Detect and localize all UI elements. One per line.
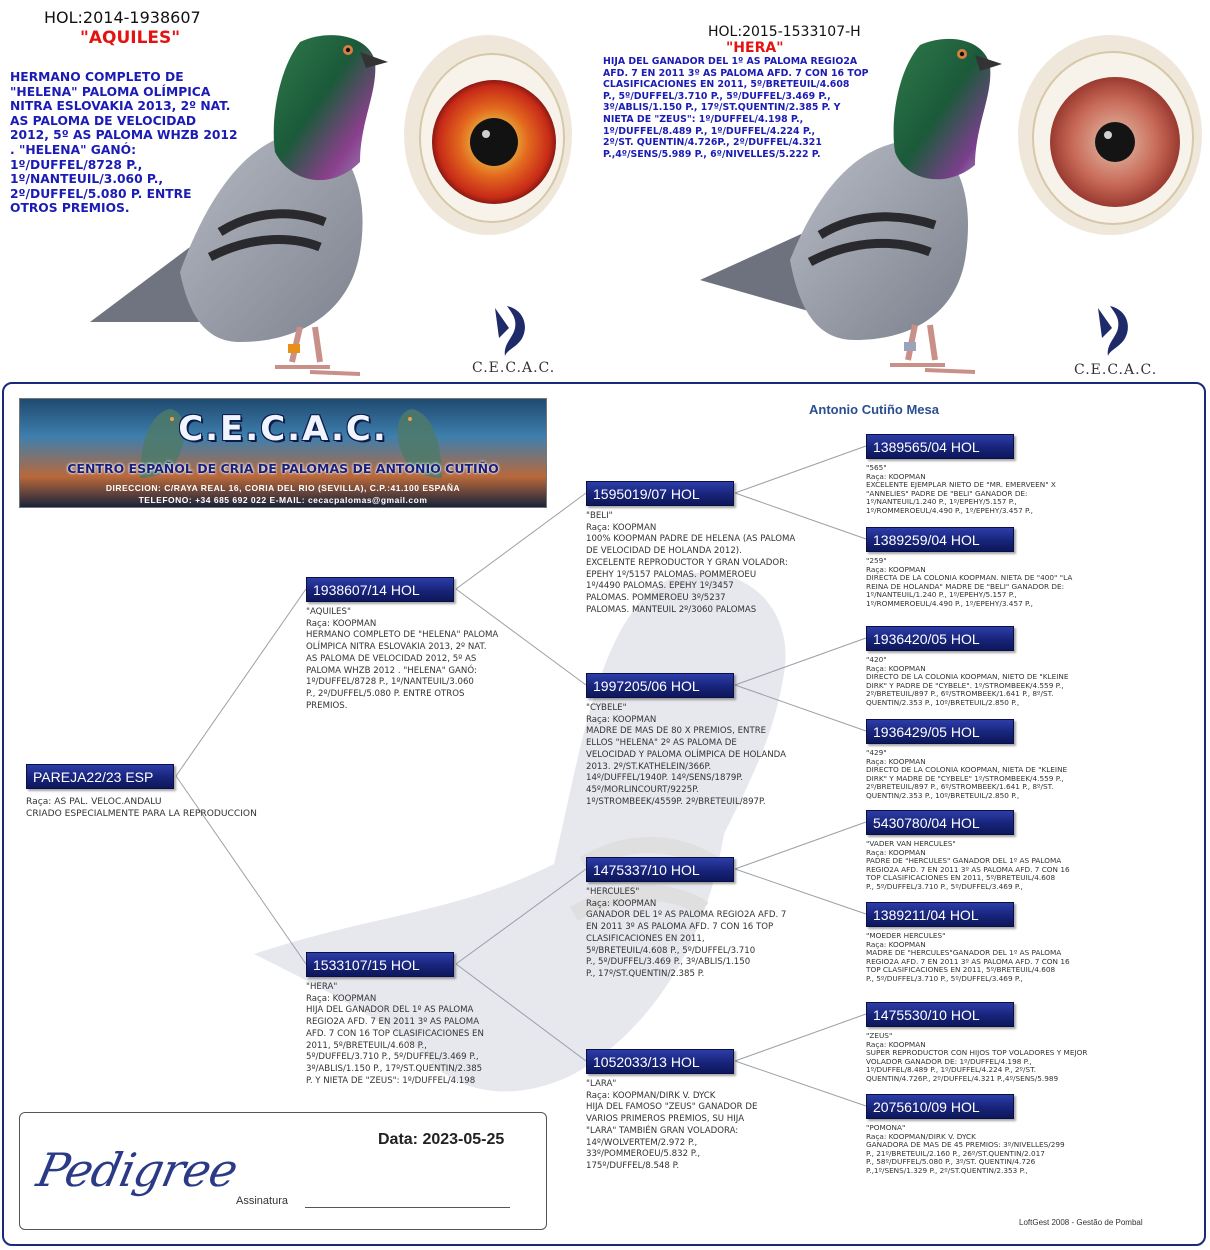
left-description: HERMANO COMPLETO DE "HELENA" PALOMA OLÍMPICA NITRA ESLOVAKIA 2013, 2º NAT. AS PALOMA DE VELOCIDAD 2012, 5º AS PALOMA WHZB 2012 . "HELENA" GANÓ: 1º/DUFFEL/8728 P., 1º/NANTEUIL/3.060 P., 2º/DUFFEL/5.080 P. ENTRE OTROS PREMIOS. (10, 70, 238, 216)
signature-line[interactable] (305, 1207, 510, 1208)
sire-info: "AQUILES" Raça: KOOPMAN HERMANO COMPLETO DE "HELENA" PALOMA OLÍMPICA NITRA ESLOVAKIA 2013, 2º NAT. AS PALOMA DE VELOCIDAD 2012, 5º AS PALOMA WHZB 2012 . "HELENA" GANÓ: 1º/DUFFEL/8728 P., 1º/NANTEUIL/3.060 P., 2º/DUFFEL/5.080 P. ENTRE OTROS PREMIOS. (306, 607, 499, 711)
right-description: HIJA DEL GANADOR DEL 1º AS PALOMA REGIO2A AFD. 7 EN 2011 3º AS PALOMA AFD. 7 CON 16 TOP CLASIFICACIONES EN 2011, 5º/BRETEUIL/4.608 P., 5º/DUFFEL/3.710 P., 5º/DUFFEL/3.469 P., 3º/ABLIS/1.150 P., 17º/ST.QUENTIN/2.385 P. Y NIETA DE "ZEUS": 1º/DUFFEL/4.198 P., 1º/DUFFEL/8.489 P., 1º/DUFFEL/4.224 P., 2º/ST. QUENTIN/4.726P., 2º/DUFFEL/4.321 P.,4º/SENS/5.989 P., 6º/NIVELLES/5.222 P. (603, 56, 869, 160)
right-logo-text: C.E.C.A.C. (1074, 362, 1158, 378)
ggp-6-ring-box[interactable]: 1389211/04 HOL (866, 902, 1014, 927)
subject-ring-box[interactable]: PAREJA22/23 ESP (26, 764, 174, 789)
left-logo-text: C.E.C.A.C. (472, 360, 556, 376)
left-eye-photo (400, 30, 575, 240)
sire-ring-box[interactable]: 1938607/14 HOL (306, 577, 454, 602)
grandsire-dam-info: "HERCULES" Raça: KOOPMAN GANADOR DEL 1º AS PALOMA REGIO2A AFD. 7 EN 2011 3º AS PALOMA AFD. 7 CON 16 TOP CLASIFICACIONES EN 2011, 5º/BRETEUIL/4.608 P., 5º/DUFFEL/3.710 P., 5º/DUFFEL/3.469 P., 3º/ABLIS/1.150 P., 17º/ST.QUENTIN/2.385 P. (586, 887, 787, 979)
ggp-5-info: "VADER VAN HERCULES" Raça: KOOPMAN PADRE DE "HERCULES" GANADOR DEL 1º AS PALOMA REGIO2A AFD. 7 EN 2011 3º AS PALOMA AFD. 7 CON 16 TOP CLASIFICACIONES EN 2011, 5º/BRETEUIL/4.608 P., 5º/DUFFEL/3.710 P., 5º/DUFFEL/3.469 P., (866, 839, 1070, 891)
ggp-2-ring-box[interactable]: 1389259/04 HOL (866, 527, 1014, 552)
granddam-dam-ring-box[interactable]: 1052033/13 HOL (586, 1049, 734, 1074)
ggp-2-info: "259" Raça: KOOPMAN DIRECTA DE LA COLONIA KOOPMAN. NIETA DE "400" "LA REINA DE HOLANDA" MADRE DE "BELI" GANADOR DE: 1º/NANTEUIL/1.240 P., 1º/EPEHY/5.157 P., 1º/ROMMEROEUL/4.490 P., 1º/EPEHY/3.457 P., (866, 556, 1073, 608)
ggp-3-info: "420" Raça: KOOPMAN DIRECTO DE LA COLONIA KOOPMAN, NIETO DE "KLEINE DIRK" Y PADRE DE "CYBELE". 1º/STROMBEEK/4.559 P., 2º/BRETEUIL/897 P., 6º/STROMBEEK/1.641 P., 8º/ST. QUENTIN/2.353 P., 10º/BRETEUIL/2.850 P., (866, 655, 1069, 707)
owner-name: Antonio Cutiño Mesa (809, 402, 939, 417)
banner-subtitle: CENTRO ESPAÑOL DE CRIA DE PALOMAS DE ANTONIO CUTIÑO (67, 461, 499, 476)
banner-contact: TELEFONO: +34 685 692 022 E-MAIL: cecacpalomas@gmail.com (138, 495, 428, 505)
ggp-8-ring-box[interactable]: 2075610/09 HOL (866, 1094, 1014, 1119)
pedigree-brand-logo: Pedigree (32, 1143, 242, 1197)
granddam-sire-ring-box[interactable]: 1997205/06 HOL (586, 673, 734, 698)
ggp-8-info: "POMONA" Raça: KOOPMAN/DIRK V. DYCK GANADORA DE MAS DE 45 PREMIOS: 3º/NIVELLES/299 P., 21º/BRETEUIL/2.160 P., 26º/ST.QUENTIN/2.017 P., 58º/DUFFEL/5.080 P., 3º/ST. QUENTIN/4.726 P.,1º/SENS/1.329 P., 2º/ST.QUENTIN/2.353 P., (866, 1123, 1065, 1175)
dam-ring-box[interactable]: 1533107/15 HOL (306, 952, 454, 977)
granddam-sire-info: "CYBELE" Raça: KOOPMAN MADRE DE MAS DE 80 X PREMIOS, ENTRE ELLOS "HELENA" 2º AS PALOMA DE VELOCIDAD Y PALOMA OLÍMPICA DE HOLANDA 2013. 2º/ST.KATHELEIN/366P. 14º/DUFFEL/1940P. 14º/SENS/1879P. 45º/MORLINCOURT/9225P. 1º/STROMBEEK/4559P. 2º/BRETEUIL/897P. (586, 703, 787, 807)
grandsire-sire-ring-box[interactable]: 1595019/07 HOL (586, 481, 734, 506)
right-ring-number: HOL:2015-1533107-H (708, 24, 861, 40)
left-pigeon-name: "AQUILES" (80, 28, 181, 48)
ggp-6-info: "MOEDER HERCULES" Raça: KOOPMAN MADRE DE "HERCULES"GANADOR DEL 1º AS PALOMA REGIO2A AFD. 7 EN 2011 3º AS PALOMA AFD. 7 CON 16 TOP CLASIFICACIONES EN 2011, 5º/BRETEUIL/4.608 P., 5º/DUFFEL/3.710 P., 5º/DUFFEL/3.469 P., (866, 931, 1070, 983)
dam-info: "HERA" Raça: KOOPMAN HIJA DEL GANADOR DEL 1º AS PALOMA REGIO2A AFD. 7 EN 2011 3º AS PALOMA AFD. 7 CON 16 TOP CLASIFICACIONES EN 2011, 5º/BRETEUIL/4.608 P., 5º/DUFFEL/3.710 P., 5º/DUFFEL/3.469 P., 3º/ABLIS/1.150 P., 17º/ST.QUENTIN/2.385 P. Y NIETA DE "ZEUS": 1º/DUFFEL/4.198 (306, 982, 484, 1086)
left-cecac-logo (485, 298, 535, 358)
ggp-3-ring-box[interactable]: 1936420/05 HOL (866, 626, 1014, 651)
pedigree-sheet (2, 382, 1206, 1246)
ggp-7-info: "ZEUS" Raça: KOOPMAN SUPER REPRODUCTOR CON HIJOS TOP VOLADORES Y MEJOR VOLADOR GANADOR DE: 1º/DUFFEL/4.198 P., 1º/DUFFEL/8.489 P., 1º/DUFFEL/4.224 P., 2º/ST. QUENTIN/4.726P., 2º/DUFFEL/4.321 P.,4º/SENS/5.989 (866, 1031, 1088, 1083)
left-pigeon-photo (70, 22, 420, 377)
right-cecac-logo (1088, 298, 1138, 358)
date-label: Data: 2023-05-25 (378, 1131, 505, 1148)
signature-label: Assinatura (236, 1195, 288, 1207)
software-footer: LoftGest 2008 - Gestão de Pombal (1019, 1218, 1143, 1227)
banner-address: DIRECCION: C/RAYA REAL 16, CORIA DEL RIO (SEVILLA), C.P.:41.100 ESPAÑA (105, 483, 461, 493)
ggp-7-ring-box[interactable]: 1475530/10 HOL (866, 1002, 1014, 1027)
ggp-1-ring-box[interactable]: 1389565/04 HOL (866, 434, 1014, 459)
subject-info: Raça: AS PAL. VELOC.ANDALU CRIADO ESPECIALMENTE PARA LA REPRODUCCION (26, 797, 257, 819)
signature-box (19, 1112, 547, 1230)
right-pigeon-photo (690, 30, 1020, 380)
ggp-4-ring-box[interactable]: 1936429/05 HOL (866, 719, 1014, 744)
granddam-dam-info: "LARA" Raça: KOOPMAN/DIRK V. DYCK HIJA DEL FAMOSO "ZEUS" GANADOR DE VARIOS PRIMEROS PREMIOS, SU HIJA "LARA" TAMBIÉN GRAN VOLADORA: 14º/WOLVERTEM/2.972 P., 33º/POMMEROEU/5.832 P., 175º/DUFFEL/8.548 P. (586, 1079, 758, 1171)
grandsire-sire-info: "BELI" Raça: KOOPMAN 100% KOOPMAN PADRE DE HELENA (AS PALOMA DE VELOCIDAD DE HOLANDA 2012). EXCELENTE REPRODUCTOR Y GRAN VOLADOR: EPEHY 1º/5157 PALOMAS. POMMEROEU 1º/4490 PALOMAS. EPEHY 1º/3457 PALOMAS. POMMEROEU 3º/5237 PALOMAS. MANTEUIL 2º/3060 PALOMAS (586, 511, 796, 615)
ggp-1-info: "565" Raça: KOOPMAN EXCELENTE EJEMPLAR NIETO DE "MR. EMERVEEN" X "ANNELIES" PADRE DE "BELI" GANADOR DE: 1º/NANTEUIL/1.240 P., 1º/EPEHY/5.157 P., 1º/ROMMEROEUL/4.490 P., 1º/EPEHY/3.457 P., (866, 463, 1056, 515)
ggp-5-ring-box[interactable]: 5430780/04 HOL (866, 810, 1014, 835)
grandsire-dam-ring-box[interactable]: 1475337/10 HOL (586, 857, 734, 882)
banner-title: C.E.C.A.C. (178, 409, 388, 449)
right-eye-photo (1015, 30, 1205, 240)
right-pigeon-name: "HERA" (726, 40, 784, 56)
photo-header (0, 0, 1210, 382)
ggp-4-info: "429" Raça: KOOPMAN DIRECTO DE LA COLONIA KOOPMAN, NIETA DE "KLEINE DIRK" Y MADRE DE "CYBELE" 1º/STROMBEEK/4.559 P., 2º/BRETEUIL/897 P., 6º/STROMBEEK/1.641 P., 8º/ST. QUENTIN/2.353 P., 10º/BRETEUIL/2.850 P., (866, 748, 1068, 800)
left-ring-number: HOL:2014-1938607 (44, 8, 201, 27)
